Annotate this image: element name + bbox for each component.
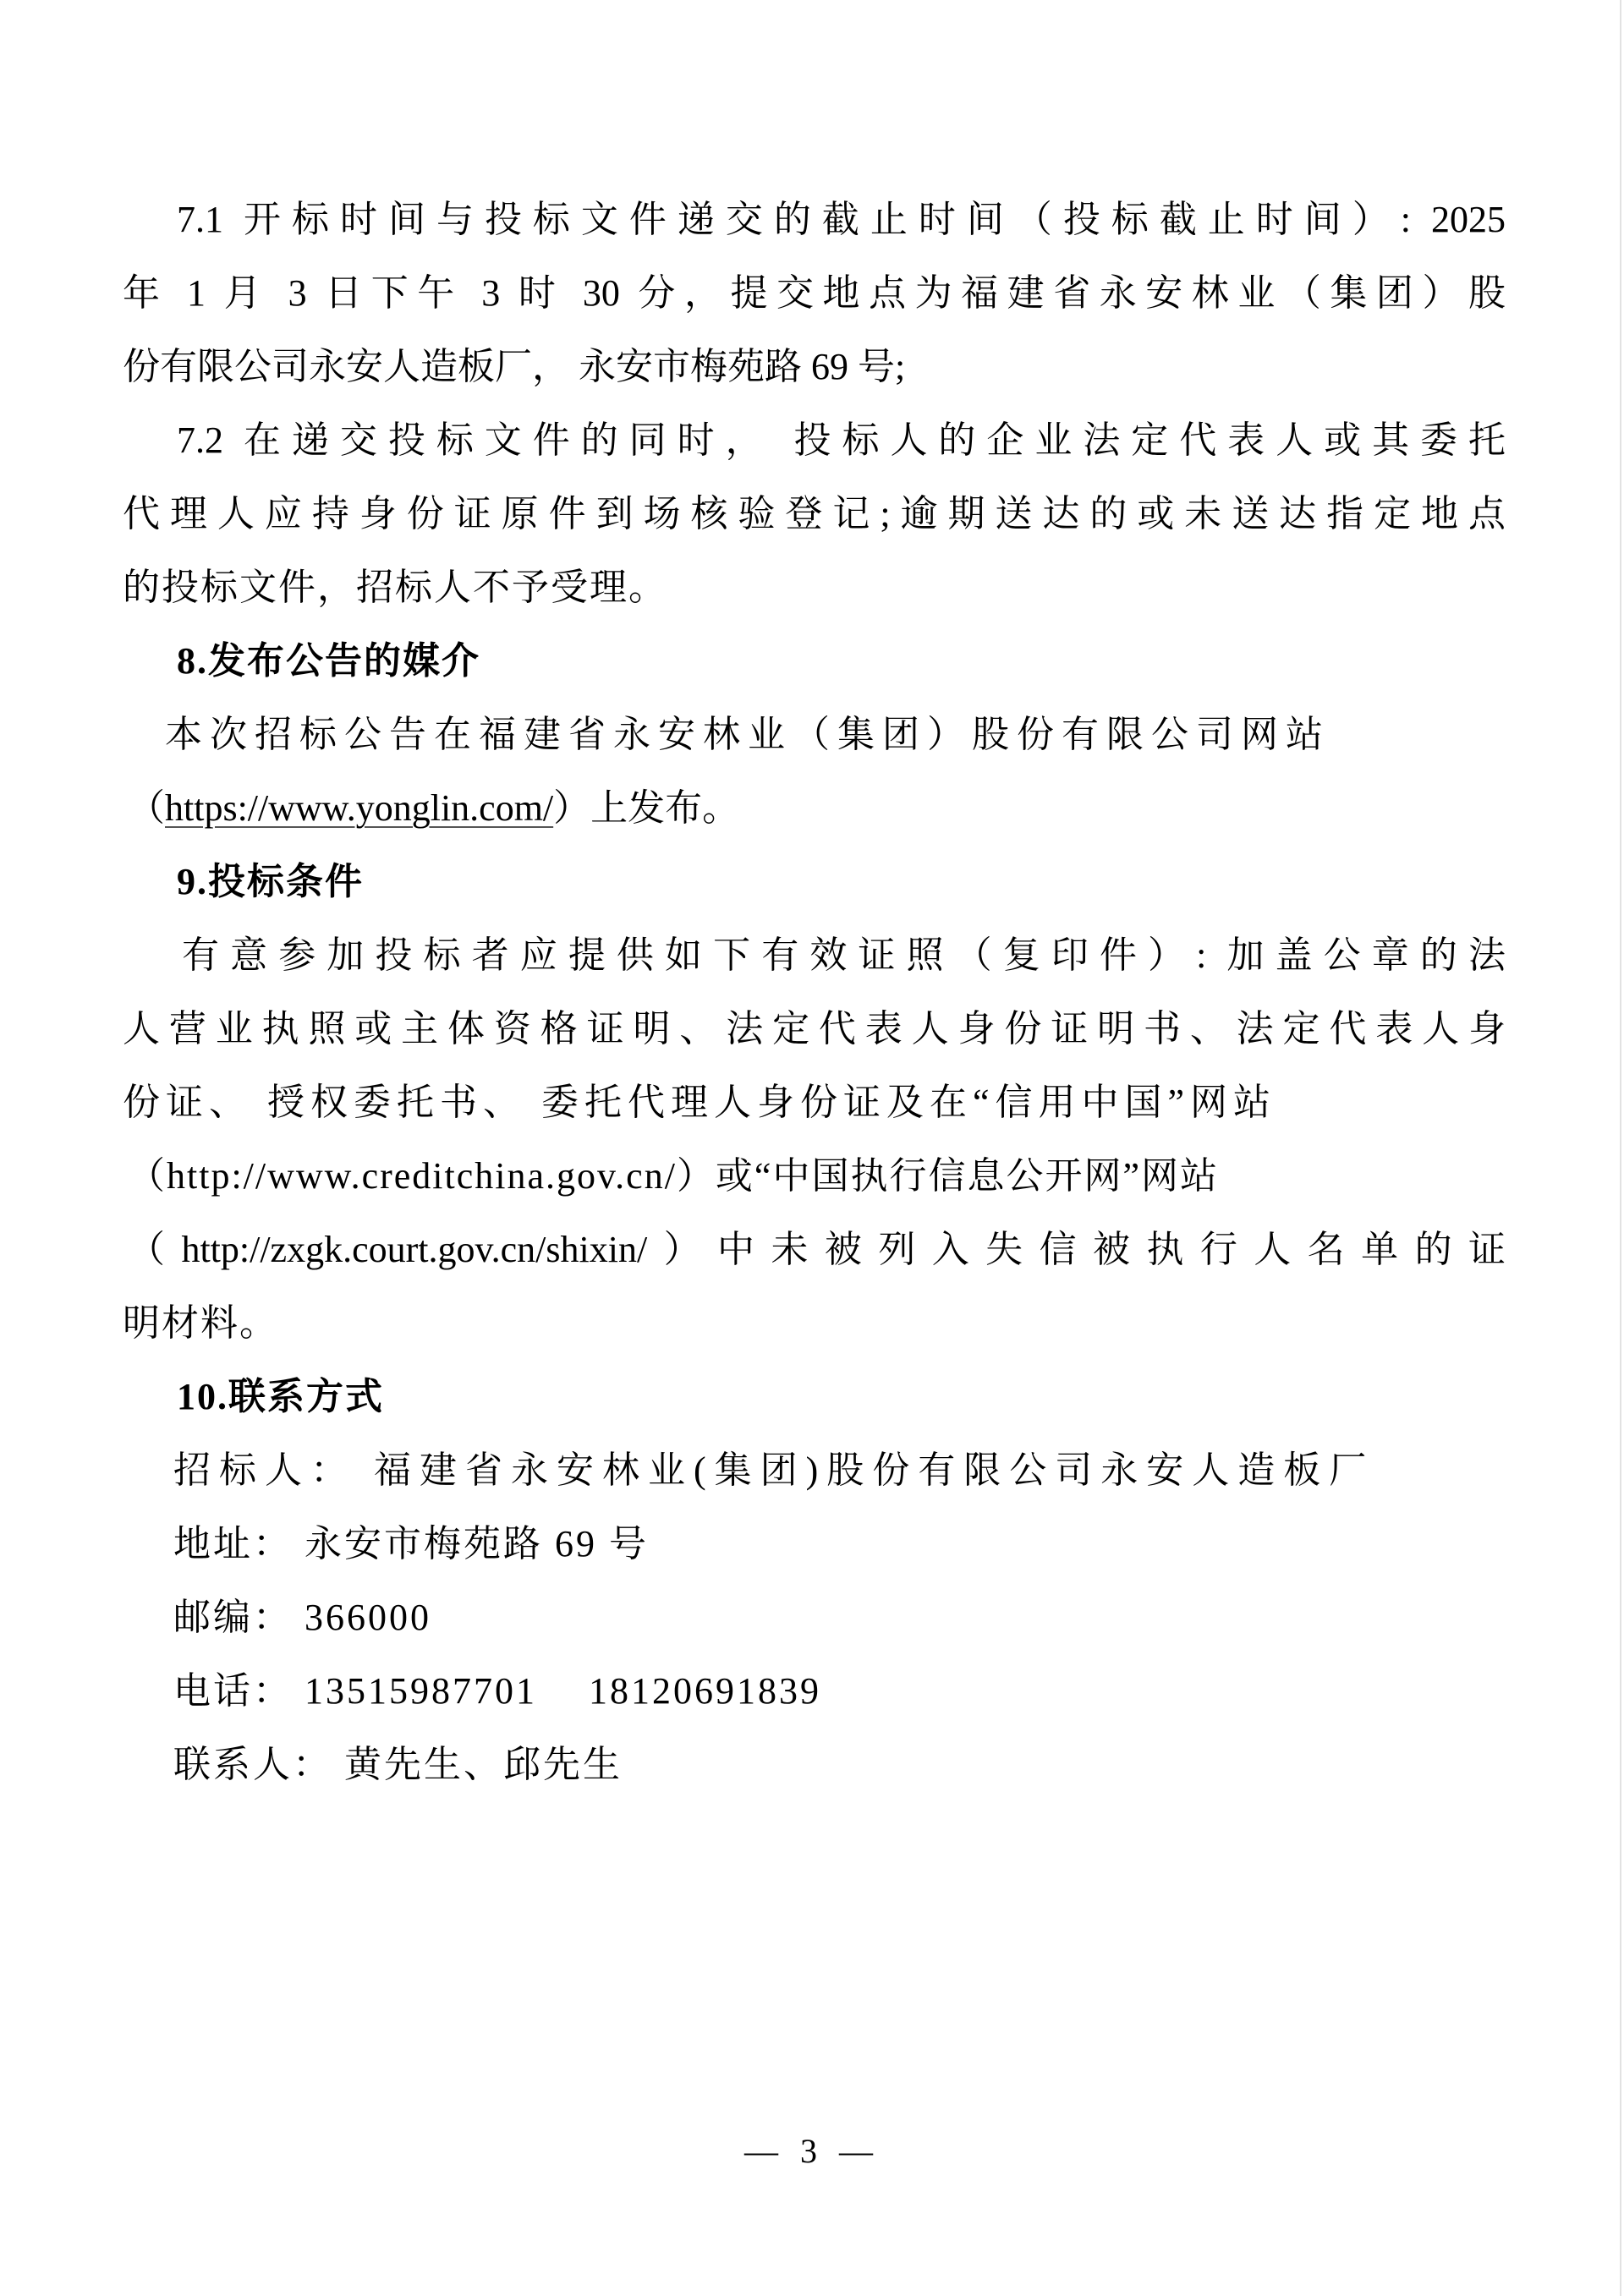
text-line <box>123 771 1506 845</box>
text-line <box>123 918 1506 992</box>
section-heading <box>123 845 1506 918</box>
text-segment: 本次招标公告在福建省永安林业（集团）股份有限公司网站 <box>165 714 1330 755</box>
text-segment: 明材料。 <box>123 1302 278 1344</box>
text-line <box>123 1213 1506 1286</box>
scan-edge-artifact <box>1620 0 1621 2296</box>
text-segment: ）上发布。 <box>553 787 740 829</box>
text-segment: 8.发布公告的媒介 <box>177 640 480 682</box>
text-segment: 的投标文件，招标人不予受理。 <box>123 567 667 608</box>
text-line <box>123 477 1506 551</box>
text-segment: 7.2 在递交投标文件的同时， 投标人的企业法定代表人或其委托 <box>177 419 1506 461</box>
text-segment: （ <box>128 1155 167 1197</box>
text-segment: 有意参加投标者应提供如下有效证照（复印件）: 加盖公章的法 <box>182 934 1506 976</box>
text-line <box>123 1728 1506 1801</box>
text-line <box>123 992 1506 1066</box>
text-line <box>123 256 1506 330</box>
text-line <box>123 1507 1506 1581</box>
text-segment: 地址： 永安市梅苑路 69 号 <box>173 1523 649 1564</box>
text-segment: 联系人： 黄先生、邱先生 <box>173 1744 623 1785</box>
document-content <box>123 183 1506 1801</box>
text-segment: 7.1 开标时间与投标文件递交的截止时间（投标截止时间）: 2025 <box>177 199 1506 240</box>
text-line <box>123 330 1506 403</box>
text-line <box>123 1433 1506 1507</box>
text-segment: 人营业执照或主体资格证明、法定代表人身份证明书、法定代表人身 <box>123 1008 1506 1049</box>
text-line <box>123 698 1506 771</box>
text-segment: （ <box>128 1229 182 1270</box>
text-line <box>123 1654 1506 1728</box>
text-line <box>123 1581 1506 1654</box>
text-line <box>123 1286 1506 1360</box>
text-line <box>123 551 1506 624</box>
text-line <box>123 403 1506 477</box>
text-segment: 代理人应持身份证原件到场核验登记;逾期送达的或未送达指定地点 <box>123 493 1506 534</box>
text-segment: 电话： 13515987701 18120691839 <box>173 1670 821 1712</box>
text-segment: 邮编： 366000 <box>173 1597 431 1638</box>
text-segment: 份证、 授权委托书、 委托代理人身份证及在“信用中国”网站 <box>123 1082 1277 1123</box>
page-number: — 3 — <box>744 2132 880 2170</box>
text-segment: 份有限公司永安人造板厂， 永安市梅苑路 69 号; <box>123 346 906 387</box>
page-footer <box>0 2126 1624 2177</box>
text-segment: http://www.creditchina.gov.cn/ <box>167 1155 677 1197</box>
text-segment: 10.联系方式 <box>177 1376 384 1417</box>
text-segment: ）中未被列入失信被执行人名单的证 <box>647 1229 1506 1270</box>
text-segment: http://zxgk.court.gov.cn/shixin/ <box>181 1229 648 1270</box>
text-line <box>123 183 1506 256</box>
text-line <box>123 1139 1506 1213</box>
text-segment: ）或“中国执行信息公开网”网站 <box>676 1155 1219 1197</box>
text-segment: 招标人： 福建省永安林业(集团)股份有限公司永安人造板厂 <box>173 1449 1375 1491</box>
text-segment: 9.投标条件 <box>177 861 364 902</box>
text-segment: 年 1 月 3 日下午 3 时 30 分，提交地点为福建省永安林业（集团）股 <box>123 272 1506 314</box>
hyperlink[interactable]: https://www.yonglin.com/ <box>165 787 554 829</box>
section-heading <box>123 1360 1506 1433</box>
text-line <box>123 1066 1506 1139</box>
text-segment: （ <box>128 787 165 829</box>
section-heading <box>123 624 1506 698</box>
